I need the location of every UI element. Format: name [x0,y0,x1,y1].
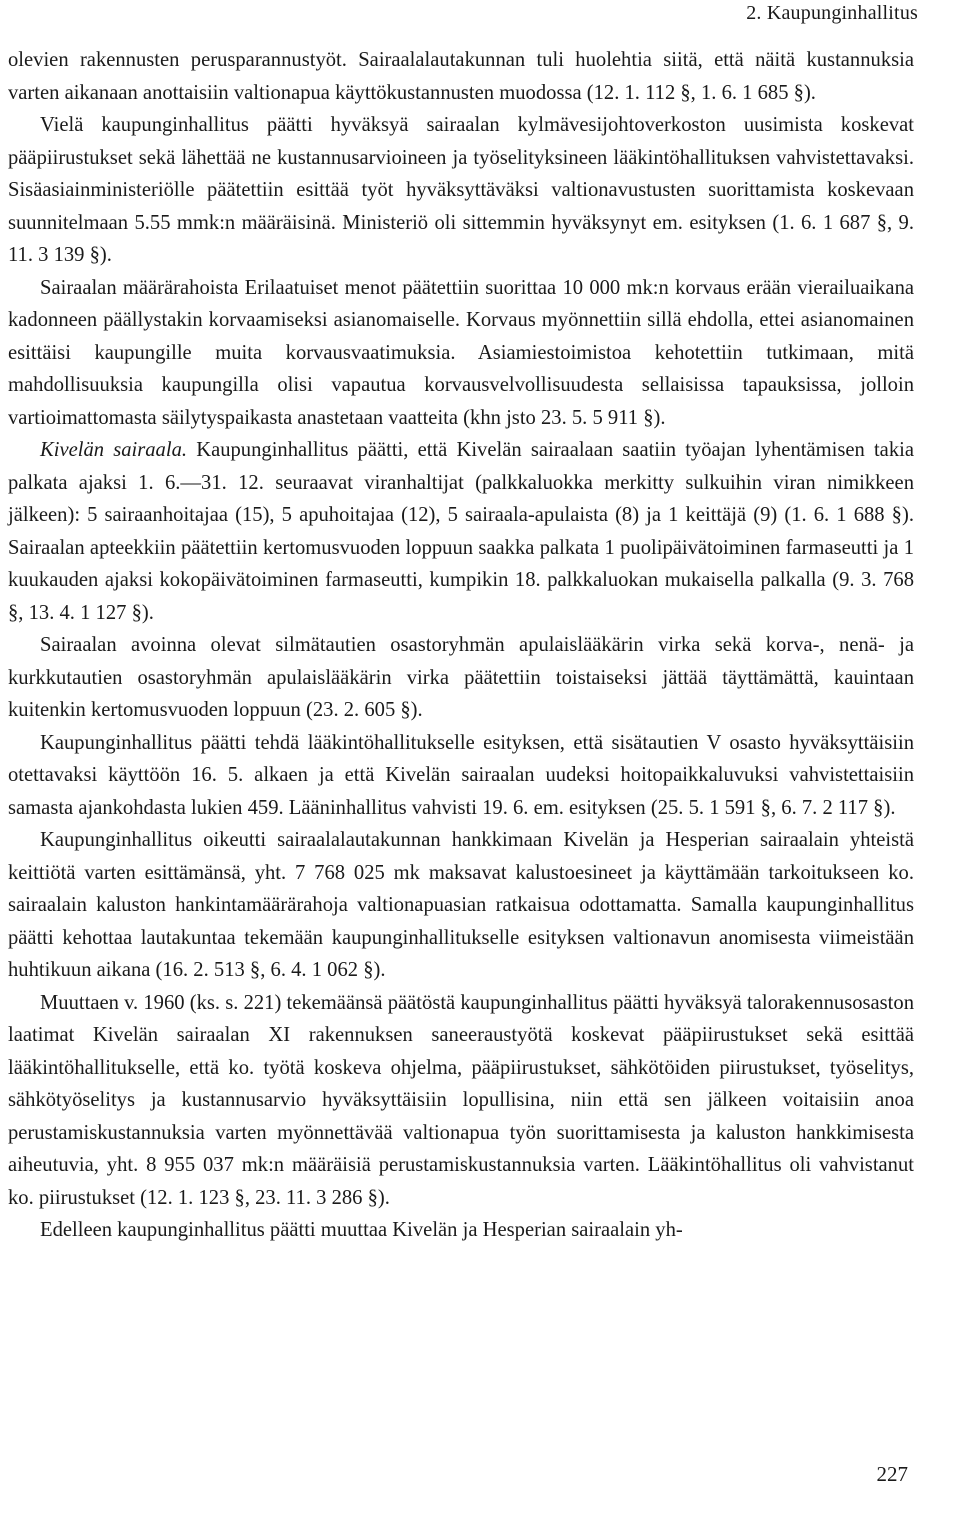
paragraph-cold-water-network: Vielä kaupunginhallitus päätti hyväksyä sairaalan kylmävesijohtoverkoston uusimista koskevat pääpiirustukset sekä lähettää ne kustannusarvioineen ja työselityksineen lääkintöhallituksen vahvistettavaksi. Sisäasiainministeriölle päätettiin esittää työt hyväksyttäväksi valtionavustusten suorittamista koskevaan suunnitelmaan 5.55 mmk:n määräisinä. Ministeriö oli sittemmin hyväksynyt em. esityksen (1. 6. 1 687 §, 9. 11. 3 139 §). [8,114,914,266]
paragraph-kivela-staff [8,434,914,629]
running-header: 2. Kaupunginhallitus [746,2,918,24]
paragraph-kitchen-equipment: Kaupunginhallitus oikeutti sairaalalautakunnan hankkimaan Kivelän ja Hesperian sairaalain yhteistä keittiötä varten esittämänsä, yht. 7 768 025 mk maksavat kalustoesineet ja käyttämään tarkoitukseen ko. sairaalain kaluston hankintamäärärahoja valtionapuasian ratkaisua odottamatta. Samalla kaupunginhallitus päätti kehottaa lautakuntaa tekemään kaupunginhallitukselle esityksen valtionavun anomisesta viimeistään huhtikuun aikana (16. 2. 513 §, 6. 4. 1 062 §). [8,829,914,981]
section-heading-kivelan-sairaala: Kivelän sairaala. [40,439,188,461]
paragraph-building-xi: Muuttaen v. 1960 (ks. s. 221) tekemäänsä päätöstä kaupunginhallitus päätti hyväksyä talorakennusosaston laatimat Kivelän sairaalan XI rakennuksen saneeraustyötä koskevat pääpiirustukset sekä esittää lääkintöhallitukselle, että ko. työtä koskeva ohjelma, pääpiirustukset, sähkötöiden piirustukset, työselitys, sähkötyöselitys ja kustannusarvio hyväksyttäisiin lopullisina, niin että sen jälkeen voitaisiin anoa perustamiskustannuksia varten myönnettävää valtionapua työn suorittamisesta ja kaluston hankkimisesta aiheutuvia, yht. 8 955 037 mk:n määräisiä perustamiskustannuksia varten. Lääkintöhallitus oli vahvistanut ko. piirustukset (12. 1. 123 §, 23. 11. 3 286 §). [8,991,914,1209]
paragraph-kivela-staff-text: Kaupunginhallitus päätti, että Kivelän sairaalaan saatiin työajan lyhentämisen takia palkata ajaksi 1. 6.—31. 12. seuraavat viranhaltijat (palkkaluokka merkitty sulkuihin viran nimikkeen jälkeen): 5 sairaanhoitajaa (15), 5 apuhoitajaa (12), 5 sairaala-apulaista (8) ja 1 keittäjä (9) (1. 6. 1 688 §). Sairaalan apteekkiin päätettiin kertomusvuoden loppuun saakka palkata 1 puolipäivätoiminen farmaseutti ja 1 kuukauden ajaksi kokopäivätoiminen farmaseutti, kumpikin 18. palkkaluokan mukaisella palkalla (9. 3. 768 §, 13. 4. 1 127 §). [8,439,914,624]
page-number: 227 [876,1462,908,1486]
paragraph-continued-next-page: Edelleen kaupunginhallitus päätti muuttaa Kivelän ja Hesperian sairaalain yh- [40,1219,683,1241]
paragraph-coat-compensation: Sairaalan määrärahoista Erilaatuiset menot päätettiin suorittaa 10 000 mk:n korvaus erään vierailuaikana kadonneen päällystakin korvaamiseksi asianomaiselle. Korvaus myönnettiin sillä ehdolla, ettei asianomainen esittäisi kaupungille muita korvausvaatimuksia. Asiamiestoimistoa kehotettiin tutkimaan, mitä mahdollisuuksia kaupungilla olisi vapautua korvausvelvollisuudesta sellaisissa tapauksissa, jolloin vartioimattomasta säilytyspaikasta anastetaan vaatteita (khn jsto 23. 5. 5 911 §). [8,276,914,429]
paragraph-continuation: olevien rakennusten perusparannustyöt. Sairaalalautakunnan tuli huolehtia siitä, että näitä kustannuksia varten aikanaan anottaisiin valtionapua käyttökustannusten muodossa (12. 1. 112 §, 1. 6. 1 685 §). [8,49,914,104]
paragraph-vacant-posts: Sairaalan avoinna olevat silmätautien osastoryhmän apulaislääkärin virka sekä korva-, nenä- ja kurkkutautien osastoryhmän apulaislääkärin virka päätettiin toistaiseksi jättää täyttämättä, kauintaan kuitenkin kertomusvuoden loppuun (23. 2. 605 §). [8,634,914,721]
page-body [8,44,914,1247]
paragraph-internal-medicine: Kaupunginhallitus päätti tehdä lääkintöhallitukselle esityksen, että sisätautien V osasto hyväksyttäisiin otettavaksi käyttöön 16. 5. alkaen ja että Kivelän sairaalan uudeksi hoitopaikkaluvuksi vahvistettaisiin samasta ajankohdasta lukien 459. Lääninhallitus vahvisti 19. 6. em. esityksen (25. 5. 1 591 §, 6. 7. 2 117 §). [8,731,914,819]
